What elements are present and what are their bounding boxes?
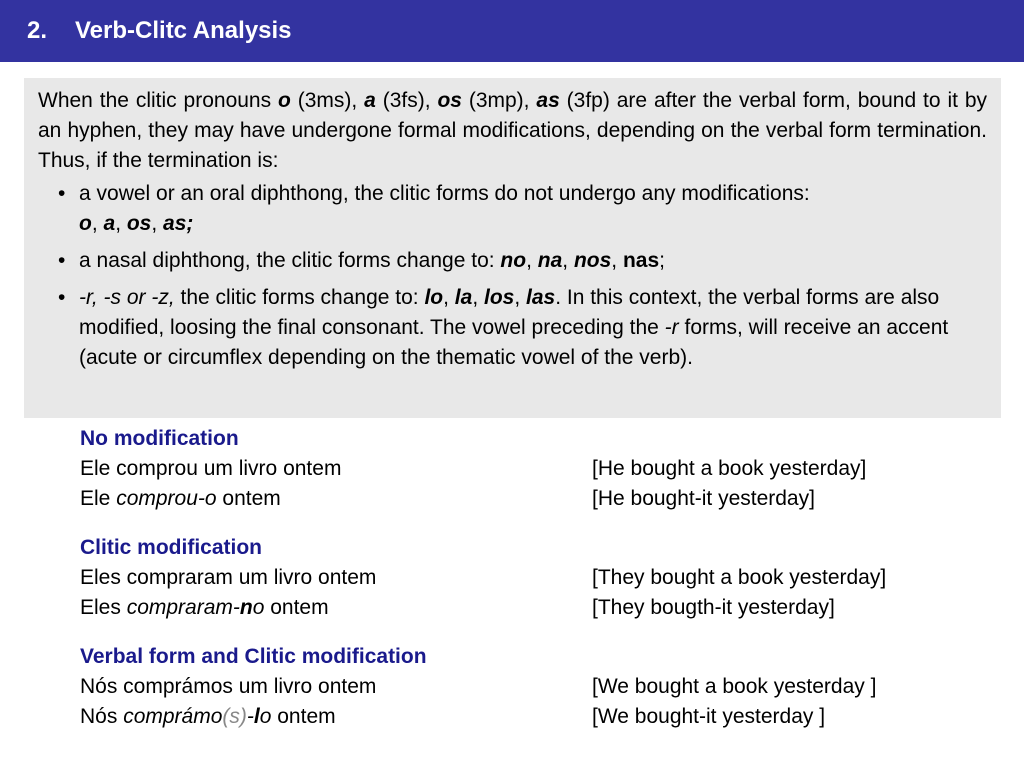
clitic-a: a	[103, 212, 116, 235]
list-item: • -r, -s or -z, the clitic forms change to: lo, la, los, las. In this context, the verbal forms are also modified, loosing the final consonant. The vowel preceding the -r forms, will receive an accent (acute or circumflex depending on the thematic vowel of the verb).	[38, 283, 987, 373]
clitic-no: no	[500, 249, 527, 272]
english-translation: [We bought-it yesterday ]	[592, 705, 826, 728]
example-group-clitic-modification	[80, 533, 980, 623]
clitic-la: la	[454, 286, 473, 309]
english-translation: [They bougth-it yesterday]	[592, 596, 835, 619]
intro-text: (3mp),	[461, 89, 537, 112]
portuguese-sentence: Eles compraram um livro ontem	[80, 566, 377, 589]
slide-title: Verb-Clitc Analysis	[75, 17, 292, 44]
intro-text: When the clitic pronouns	[38, 89, 279, 112]
clitic-os: os	[126, 212, 152, 235]
bullet-text: a vowel or an oral diphthong, the clitic forms do not undergo any modifications:	[79, 182, 810, 205]
bullet-text: a nasal diphthong, the clitic forms change to:	[79, 249, 501, 272]
examples-section	[80, 424, 980, 751]
english-translation: [They bought a book yesterday]	[592, 566, 887, 589]
verb-clitic: comprou-o	[116, 487, 217, 510]
group-heading: Verbal form and Clitic modification	[80, 645, 427, 668]
intro-text: (3fp) are after the verbal form, bound to it by an hyphen, they may have undergone formal modifications, depending on the verbal form termination. Thus, if the termination is:	[38, 89, 988, 172]
bullet-text: . In this context, the verbal forms are also modified, loosing the final consonant. The vowel preceding the	[79, 286, 940, 339]
sentence-part: Nós	[80, 705, 124, 728]
sentence-part: Eles	[80, 596, 127, 619]
example-row	[80, 593, 980, 623]
group-heading: No modification	[80, 427, 239, 450]
clitic-nas: nas	[622, 249, 660, 272]
verb-clitic: compraram-	[126, 596, 240, 619]
slide-title-bar	[0, 0, 1024, 62]
example-row	[80, 702, 980, 732]
clitic-lo: lo	[424, 286, 444, 309]
bullet-icon: •	[58, 249, 66, 272]
clitic-nos: nos	[573, 249, 612, 272]
clitic-change: n	[239, 596, 253, 619]
verb-clitic: -	[246, 705, 254, 728]
portuguese-sentence	[80, 702, 592, 732]
intro-text: (3ms),	[290, 89, 365, 112]
slide-number: 2.	[27, 17, 48, 44]
intro-box	[24, 78, 1001, 418]
clitic-os: os	[437, 89, 462, 112]
clitic-na: na	[537, 249, 563, 272]
example-row	[80, 672, 980, 702]
bullet-text: the clitic forms change to:	[174, 286, 425, 309]
intro-text: (3fs),	[375, 89, 438, 112]
bullet-icon: •	[58, 286, 66, 309]
termination-list	[38, 179, 987, 373]
english-translation: [He bought a book yesterday]	[592, 457, 867, 480]
clitic-o: o	[79, 212, 92, 235]
dropped-consonant: (s)	[222, 705, 247, 728]
portuguese-sentence: Nós comprámos um livro ontem	[80, 675, 377, 698]
bullet-icon: •	[58, 182, 66, 205]
example-group-verbal-and-clitic-modification	[80, 642, 980, 732]
example-row	[80, 484, 980, 514]
list-item: • a vowel or an oral diphthong, the clitic forms do not undergo any modifications: o, a, os, as;	[38, 179, 987, 239]
termination-r: -r	[664, 316, 679, 339]
english-translation: [We bought a book yesterday ]	[592, 675, 877, 698]
clitic-as: as	[536, 89, 560, 112]
example-row	[80, 563, 980, 593]
termination-terms: -r, -s or -z,	[79, 286, 175, 309]
example-group-no-modification	[80, 424, 980, 514]
clitic-as: as;	[163, 212, 194, 235]
clitic-las: las	[526, 286, 556, 309]
list-item: • a nasal diphthong, the clitic forms change to: no, na, nos, nas;	[38, 246, 987, 276]
english-translation: [He bought-it yesterday]	[592, 487, 815, 510]
group-heading: Clitic modification	[80, 536, 263, 559]
portuguese-sentence	[80, 484, 592, 514]
sentence-part: ontem	[264, 596, 329, 619]
verb-clitic: comprámo	[123, 705, 223, 728]
sentence-part: ontem	[271, 705, 336, 728]
example-row	[80, 454, 980, 484]
verb-clitic: o	[252, 596, 265, 619]
clitic-los: los	[483, 286, 515, 309]
portuguese-sentence	[80, 593, 592, 623]
portuguese-sentence: Ele comprou um livro ontem	[80, 457, 342, 480]
clitic-o: o	[278, 89, 291, 112]
bullet-text: forms, will receive an accent (acute or circumflex depending on the thematic vowel of the verb).	[79, 316, 949, 369]
intro-paragraph	[38, 86, 987, 176]
sentence-part: Ele	[80, 487, 117, 510]
sentence-part: ontem	[216, 487, 281, 510]
clitic-change: l	[253, 705, 260, 728]
clitic-a: a	[364, 89, 376, 112]
verb-clitic: o	[259, 705, 272, 728]
